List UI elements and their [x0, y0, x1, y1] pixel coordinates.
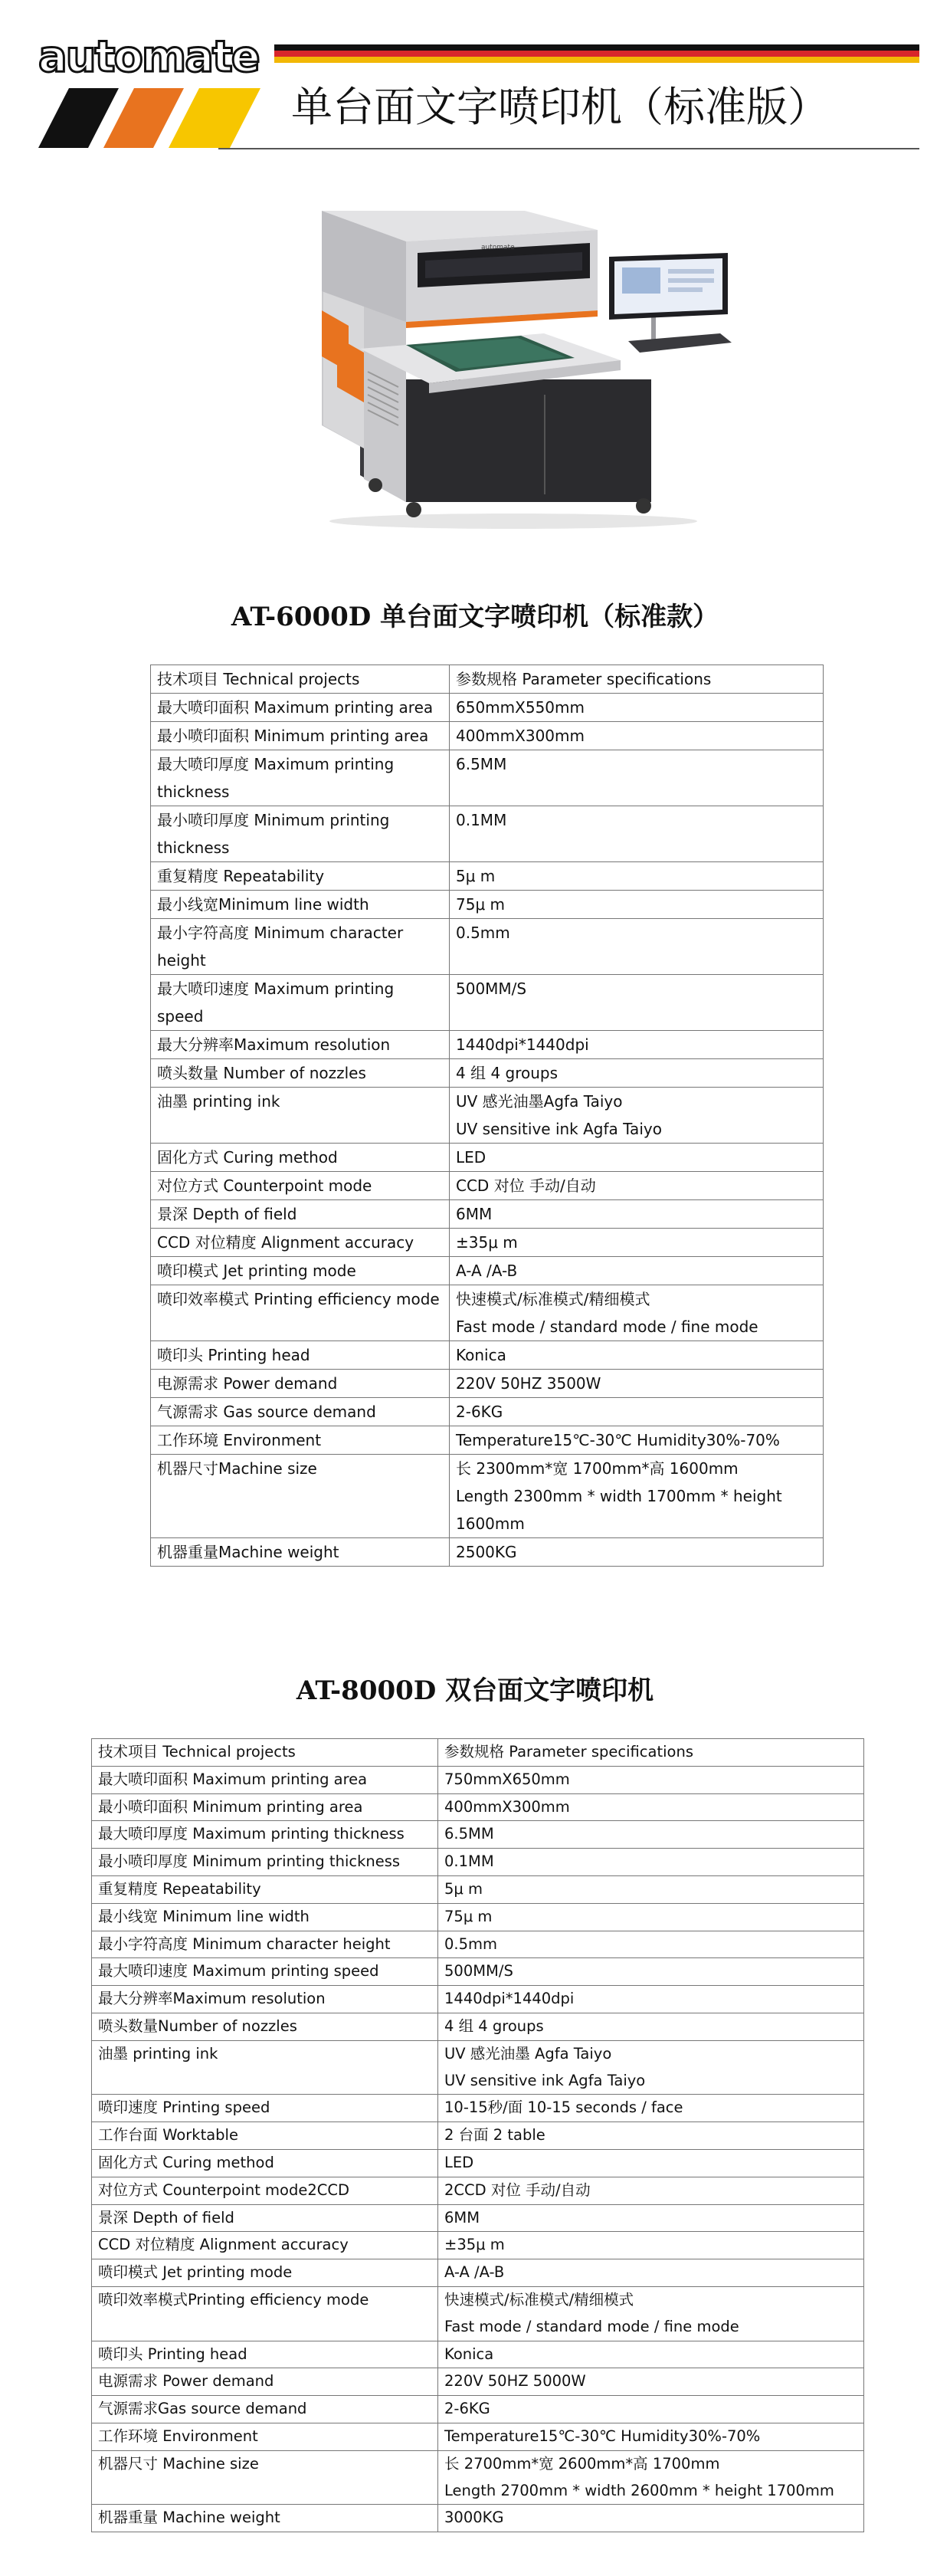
spec-row [92, 2149, 864, 2177]
spec-row [151, 891, 824, 919]
section2-title: AT-8000D 双台面文字喷印机 [296, 1675, 654, 1706]
spec-value-cell: 2-6KG [438, 2396, 864, 2423]
spec-row [92, 1931, 864, 1958]
logo-text: automate [38, 32, 259, 82]
spec-value-cell: 1440dpi*1440dpi [450, 1031, 824, 1059]
spec-row [92, 1849, 864, 1876]
spec-param-cell: 最大喷印速度 Maximum printing speed [92, 1958, 438, 1986]
spec-param-cell: CCD 对位精度 Alignment accuracy [151, 1229, 450, 1257]
spec-param-cell: 最小线宽Minimum line width [151, 891, 450, 919]
spec-row [92, 2423, 864, 2450]
spec-row [92, 2450, 864, 2505]
spec-param-cell: 技术项目 Technical projects [151, 665, 450, 694]
spec-value-cell: 5μ m [450, 862, 824, 891]
spec-row [151, 1144, 824, 1172]
spec-param-cell: 喷印头 Printing head [92, 2341, 438, 2368]
spec-value-cell: 2CCD 对位 手动/自动 [438, 2177, 864, 2204]
spec-param-cell: 喷印模式 Jet printing mode [151, 1257, 450, 1285]
spec-param-cell: 气源需求Gas source demand [92, 2396, 438, 2423]
logo-stripes-icon [38, 88, 260, 148]
spec-row [151, 1031, 824, 1059]
spec-param-cell: 机器尺寸Machine size [151, 1455, 450, 1538]
spec-value-cell: 220V 50HZ 5000W [438, 2368, 864, 2396]
spec-param-cell: 对位方式 Counterpoint mode [151, 1172, 450, 1200]
spec-row [92, 1903, 864, 1931]
spec-value-cell: 参数规格 Parameter specifications [438, 1739, 864, 1767]
spec-value-cell: 快速模式/标准模式/精细模式 Fast mode / standard mode / fine mode [438, 2286, 864, 2341]
spec-value-cell: LED [450, 1144, 824, 1172]
spec-value-cell: UV 感光油墨 Agfa Taiyo UV sensitive ink Agfa Taiyo [438, 2040, 864, 2095]
spec-value-cell: UV 感光油墨Agfa Taiyo UV sensitive ink Agfa Taiyo [450, 1088, 824, 1144]
spec-param-cell: 喷头数量Number of nozzles [92, 2013, 438, 2040]
spec-row [151, 975, 824, 1031]
spec-row [92, 2341, 864, 2368]
spec-value-cell: 650mmX550mm [450, 694, 824, 722]
flag-stripe-red [274, 51, 919, 57]
spec-row [92, 1958, 864, 1986]
spec-param-cell: 最大喷印厚度 Maximum printing thickness [92, 1821, 438, 1849]
spec-row [151, 1426, 824, 1455]
spec-value-cell: A-A /A-B [438, 2259, 864, 2287]
flag-stripe-black [274, 44, 919, 51]
spec-value-cell: 4 组 4 groups [438, 2013, 864, 2040]
spec-value-cell: 75μ m [438, 1903, 864, 1931]
spec-value-cell: Konica [450, 1341, 824, 1370]
spec-param-cell: 最小喷印厚度 Minimum printing thickness [92, 1849, 438, 1876]
spec-param-cell: 机器尺寸 Machine size [92, 2450, 438, 2505]
spec-value-cell: Temperature15℃-30℃ Humidity30%-70% [450, 1426, 824, 1455]
spec-param-cell: 喷印效率模式Printing efficiency mode [92, 2286, 438, 2341]
spec-row [151, 862, 824, 891]
spec-param-cell: 固化方式 Curing method [92, 2149, 438, 2177]
spec-value-cell: CCD 对位 手动/自动 [450, 1172, 824, 1200]
spec-param-cell: 技术项目 Technical projects [92, 1739, 438, 1767]
spec-row [92, 1739, 864, 1767]
spec-param-cell: 最小线宽 Minimum line width [92, 1903, 438, 1931]
spec-param-cell: 最大喷印面积 Maximum printing area [92, 1766, 438, 1793]
spec-value-cell: A-A /A-B [450, 1257, 824, 1285]
spec-row [151, 806, 824, 862]
spec-value-cell: ±35μ m [450, 1229, 824, 1257]
spec-row [92, 1766, 864, 1793]
spec-value-cell: 500MM/S [450, 975, 824, 1031]
spec-value-cell: 0.1MM [450, 806, 824, 862]
spec-param-cell: 喷印头 Printing head [151, 1341, 450, 1370]
spec-row [92, 2368, 864, 2396]
page-title: 单台面文字喷印机（标准版） [291, 83, 829, 131]
spec-param-cell: 最小喷印厚度 Minimum printing thickness [151, 806, 450, 862]
spec-row [92, 1875, 864, 1903]
spec-value-cell: 快速模式/标准模式/精细模式 Fast mode / standard mode / fine mode [450, 1285, 824, 1341]
spec-row [92, 2177, 864, 2204]
spec-param-cell: CCD 对位精度 Alignment accuracy [92, 2232, 438, 2259]
spec-value-cell: 0.1MM [438, 1849, 864, 1876]
spec-param-cell: 最小字符高度 Minimum character height [92, 1931, 438, 1958]
spec-param-cell: 油墨 printing ink [92, 2040, 438, 2095]
spec-row [151, 1370, 824, 1398]
spec-value-cell: 220V 50HZ 3500W [450, 1370, 824, 1398]
spec-param-cell: 工作环境 Environment [92, 2423, 438, 2450]
spec-param-cell: 喷印模式 Jet printing mode [92, 2259, 438, 2287]
spec-param-cell: 景深 Depth of field [151, 1200, 450, 1229]
spec-value-cell: 75μ m [450, 891, 824, 919]
spec-value-cell: Temperature15℃-30℃ Humidity30%-70% [438, 2423, 864, 2450]
spec-param-cell: 固化方式 Curing method [151, 1144, 450, 1172]
spec-param-cell: 喷印效率模式 Printing efficiency mode [151, 1285, 450, 1341]
spec-value-cell: 6MM [438, 2204, 864, 2232]
spec-param-cell: 工作台面 Worktable [92, 2122, 438, 2150]
spec-param-cell: 最大喷印速度 Maximum printing speed [151, 975, 450, 1031]
spec-param-cell: 最小字符高度 Minimum character height [151, 919, 450, 975]
spec-value-cell: 2 台面 2 table [438, 2122, 864, 2150]
section1-title: AT-6000D 单台面文字喷印机（标准款） [231, 602, 719, 632]
logo [38, 34, 260, 149]
spec-row [92, 1793, 864, 1821]
spec-value-cell: 5μ m [438, 1875, 864, 1903]
spec-param-cell: 机器重量Machine weight [151, 1538, 450, 1567]
spec-param-cell: 重复精度 Repeatability [151, 862, 450, 891]
spec-row [151, 1257, 824, 1285]
spec-row [92, 2232, 864, 2259]
spec-value-cell: 6.5MM [450, 750, 824, 806]
spec-row [151, 750, 824, 806]
spec-row [151, 1538, 824, 1567]
spec-value-cell: Konica [438, 2341, 864, 2368]
spec-param-cell: 景深 Depth of field [92, 2204, 438, 2232]
spec-row [151, 665, 824, 694]
spec-row [151, 1398, 824, 1426]
spec-row [151, 919, 824, 975]
spec-param-cell: 油墨 printing ink [151, 1088, 450, 1144]
spec-param-cell: 最大喷印面积 Maximum printing area [151, 694, 450, 722]
spec-param-cell: 重复精度 Repeatability [92, 1875, 438, 1903]
spec-row [92, 2259, 864, 2287]
title-divider [218, 148, 919, 149]
spec-param-cell: 喷头数量 Number of nozzles [151, 1059, 450, 1088]
spec-row [151, 1341, 824, 1370]
spec-row [92, 2396, 864, 2423]
spec-row [151, 1285, 824, 1341]
flag-stripes [274, 44, 919, 63]
spec-value-cell: 0.5mm [450, 919, 824, 975]
spec-row [151, 722, 824, 750]
spec-row [92, 2095, 864, 2122]
spec-value-cell: 750mmX650mm [438, 1766, 864, 1793]
spec-value-cell: 2-6KG [450, 1398, 824, 1426]
spec-param-cell: 电源需求 Power demand [92, 2368, 438, 2396]
spec-row [151, 694, 824, 722]
spec-row [151, 1059, 824, 1088]
spec-row [151, 1172, 824, 1200]
spec-value-cell: 长 2300mm*宽 1700mm*高 1600mm Length 2300mm * width 1700mm * height 1600mm [450, 1455, 824, 1538]
spec-row [151, 1088, 824, 1144]
flag-stripe-gold [274, 57, 919, 63]
spec-param-cell: 喷印速度 Printing speed [92, 2095, 438, 2122]
spec-param-cell: 气源需求 Gas source demand [151, 1398, 450, 1426]
spec-row [92, 2013, 864, 2040]
spec-value-cell: 6.5MM [438, 1821, 864, 1849]
spec-value-cell: 10-15秒/面 10-15 seconds / face [438, 2095, 864, 2122]
spec-param-cell: 最小喷印面积 Minimum printing area [92, 1793, 438, 1821]
spec-param-cell: 工作环境 Environment [151, 1426, 450, 1455]
spec-value-cell: ±35μ m [438, 2232, 864, 2259]
spec-param-cell: 最大分辨率Maximum resolution [92, 1986, 438, 2013]
spec-row [92, 2204, 864, 2232]
spec-value-cell: 500MM/S [438, 1958, 864, 1986]
spec-value-cell: LED [438, 2149, 864, 2177]
spec-param-cell: 对位方式 Counterpoint mode2CCD [92, 2177, 438, 2204]
spec-value-cell: 400mmX300mm [438, 1793, 864, 1821]
spec-value-cell: 1440dpi*1440dpi [438, 1986, 864, 2013]
spec-row [151, 1229, 824, 1257]
section1-spec-table [150, 665, 824, 1567]
section2-spec-table [91, 1738, 864, 2532]
spec-value-cell: 3000KG [438, 2505, 864, 2532]
spec-row [92, 2505, 864, 2532]
spec-value-cell: 2500KG [450, 1538, 824, 1567]
spec-param-cell: 电源需求 Power demand [151, 1370, 450, 1398]
spec-param-cell: 最大喷印厚度 Maximum printing thickness [151, 750, 450, 806]
machine-brand-mark: automate [481, 244, 515, 251]
spec-value-cell: 0.5mm [438, 1931, 864, 1958]
spec-row [92, 1986, 864, 2013]
spec-param-cell: 最小喷印面积 Minimum printing area [151, 722, 450, 750]
spec-value-cell: 6MM [450, 1200, 824, 1229]
spec-row [151, 1200, 824, 1229]
spec-value-cell: 400mmX300mm [450, 722, 824, 750]
spec-param-cell: 最大分辨率Maximum resolution [151, 1031, 450, 1059]
spec-row [92, 2122, 864, 2150]
spec-row [92, 2286, 864, 2341]
spec-row [151, 1455, 824, 1538]
spec-value-cell: 长 2700mm*宽 2600mm*高 1700mm Length 2700mm * width 2600mm * height 1700mm [438, 2450, 864, 2505]
spec-row [92, 1821, 864, 1849]
spec-row [92, 2040, 864, 2095]
spec-value-cell: 参数规格 Parameter specifications [450, 665, 824, 694]
inkjet-printer-machine-icon [291, 195, 751, 533]
spec-value-cell: 4 组 4 groups [450, 1059, 824, 1088]
spec-param-cell: 机器重量 Machine weight [92, 2505, 438, 2532]
